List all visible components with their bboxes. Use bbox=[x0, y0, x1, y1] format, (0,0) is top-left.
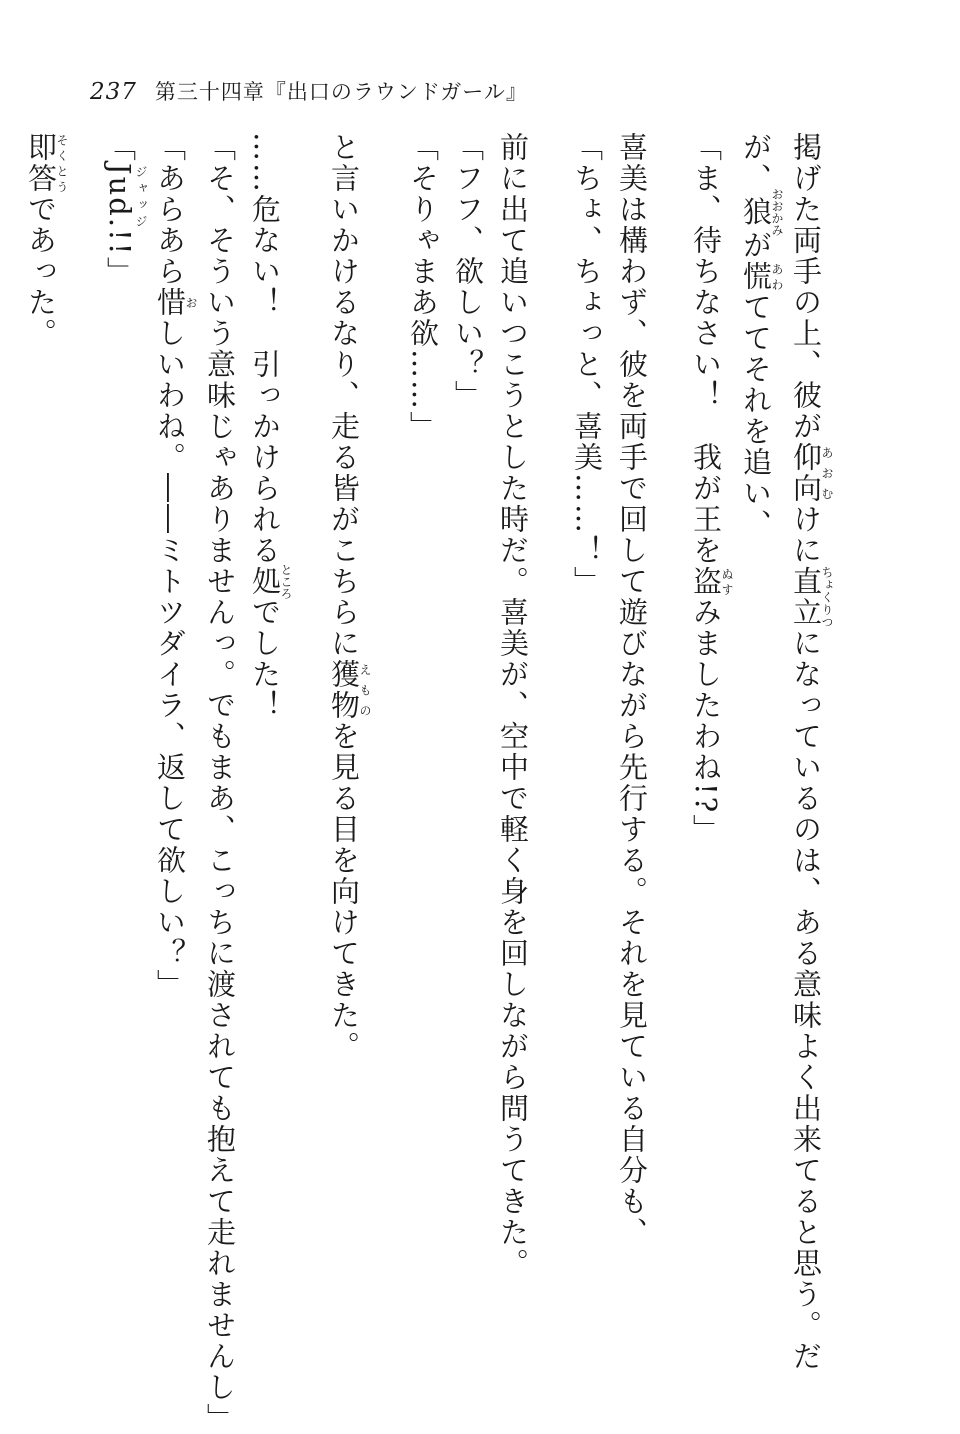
chapter-title: 第三十四章『出口のラウンドガール』 bbox=[154, 80, 528, 104]
text-segment: 前に出て追いつこうとした時だ。喜美が、空中で軽く身を回しながら問うてきた。 bbox=[496, 132, 530, 1279]
text-segment: しいわね。――ミトツダイラ、返して欲しい？」 bbox=[153, 318, 187, 1000]
ruby-reading: あおむ bbox=[820, 442, 834, 504]
ruby-annotated-word bbox=[689, 566, 734, 597]
ruby-reading: お bbox=[184, 287, 198, 318]
text-segment: 「ちょ、ちょっと、喜美……！」 bbox=[570, 132, 604, 597]
text-line bbox=[242, 132, 292, 1362]
ruby-reading: ところ bbox=[279, 563, 293, 600]
text-segment: 「フフ、欲しい？」 bbox=[451, 132, 485, 411]
text-line bbox=[783, 132, 834, 1372]
ruby-base: 慌 bbox=[739, 261, 773, 292]
text-line bbox=[147, 132, 197, 1362]
text-line bbox=[490, 132, 535, 1362]
vertical-body-text bbox=[24, 132, 862, 1434]
ruby-reading: えもの bbox=[358, 659, 372, 721]
ruby-base: 仰向 bbox=[789, 442, 823, 504]
ruby-annotated-word bbox=[24, 132, 69, 194]
text-segment: を見る目を向けてきた。 bbox=[327, 721, 361, 1062]
text-segment: !!」 bbox=[103, 229, 137, 288]
ruby-base: 即答 bbox=[24, 132, 58, 194]
text-line bbox=[683, 132, 733, 1362]
ruby-annotated-word bbox=[327, 659, 372, 721]
text-segment: であった。 bbox=[24, 194, 58, 349]
text-segment: 喜美は構わず、彼を両手で回して遊びながら先行する。それを見ている自分も、 bbox=[615, 132, 649, 1248]
ruby-base: 処 bbox=[248, 563, 282, 600]
ruby-base: 惜 bbox=[153, 287, 187, 318]
text-segment: ……危ない！ 引っかけられる bbox=[248, 132, 282, 566]
text-line bbox=[733, 132, 783, 1362]
ruby-annotated-word bbox=[153, 287, 198, 318]
text-line bbox=[609, 132, 654, 1362]
ruby-base: 狼 bbox=[739, 188, 773, 236]
ruby-annotated-word bbox=[739, 188, 784, 236]
ruby-reading: おおかみ bbox=[770, 188, 784, 236]
text-segment: と言いかけるなり、走る皆がこちらに bbox=[327, 132, 361, 659]
text-line bbox=[321, 132, 371, 1362]
text-line bbox=[400, 132, 445, 1362]
ruby-reading: そくとう bbox=[55, 132, 69, 194]
text-segment: ててそれを追い、 bbox=[739, 292, 773, 540]
text-segment: になっているのは、ある意味よく出来てると思う。だ bbox=[789, 628, 823, 1372]
text-segment: 「そ、そういう意味じゃありませんっ。でもまあ、こっちに渡されても抱えて走れませんし」 bbox=[203, 132, 237, 1434]
text-segment: でした！ bbox=[248, 597, 282, 721]
ruby-annotated-word bbox=[739, 261, 784, 292]
ruby-annotated-word bbox=[248, 563, 293, 600]
ruby-base: 直立 bbox=[789, 566, 823, 628]
ruby-annotated-word bbox=[789, 442, 834, 504]
ruby-annotated-word bbox=[789, 566, 834, 628]
ruby-annotated-word bbox=[103, 163, 148, 230]
text-line bbox=[564, 132, 609, 1362]
text-line bbox=[197, 132, 242, 1434]
text-segment: が bbox=[739, 230, 773, 261]
ruby-reading: ちょくりつ bbox=[820, 566, 834, 628]
ruby-reading: ジャッジ bbox=[134, 163, 148, 230]
text-line bbox=[445, 132, 490, 1362]
text-segment: けに bbox=[789, 504, 823, 566]
text-segment: 掲げた両手の上、彼が bbox=[789, 132, 823, 442]
ruby-reading: ぬす bbox=[720, 566, 734, 597]
text-segment: 「 bbox=[103, 132, 137, 163]
ruby-reading: あわ bbox=[770, 261, 784, 292]
text-line bbox=[18, 132, 68, 1362]
text-segment: 「あらあら bbox=[153, 132, 187, 287]
page-number: 237 bbox=[90, 79, 137, 105]
running-header bbox=[90, 76, 528, 106]
ruby-base: 盗 bbox=[689, 566, 723, 597]
ruby-base: 獲物 bbox=[327, 659, 361, 721]
text-segment: 「ま、待ちなさい！ 我が王を bbox=[689, 132, 723, 566]
ruby-base: Jud. bbox=[103, 163, 137, 230]
text-segment: が、 bbox=[739, 132, 773, 194]
text-segment: 「そりゃまあ欲……」 bbox=[406, 132, 440, 442]
text-line bbox=[97, 132, 147, 1362]
text-segment: みましたわね!?」 bbox=[689, 597, 723, 846]
